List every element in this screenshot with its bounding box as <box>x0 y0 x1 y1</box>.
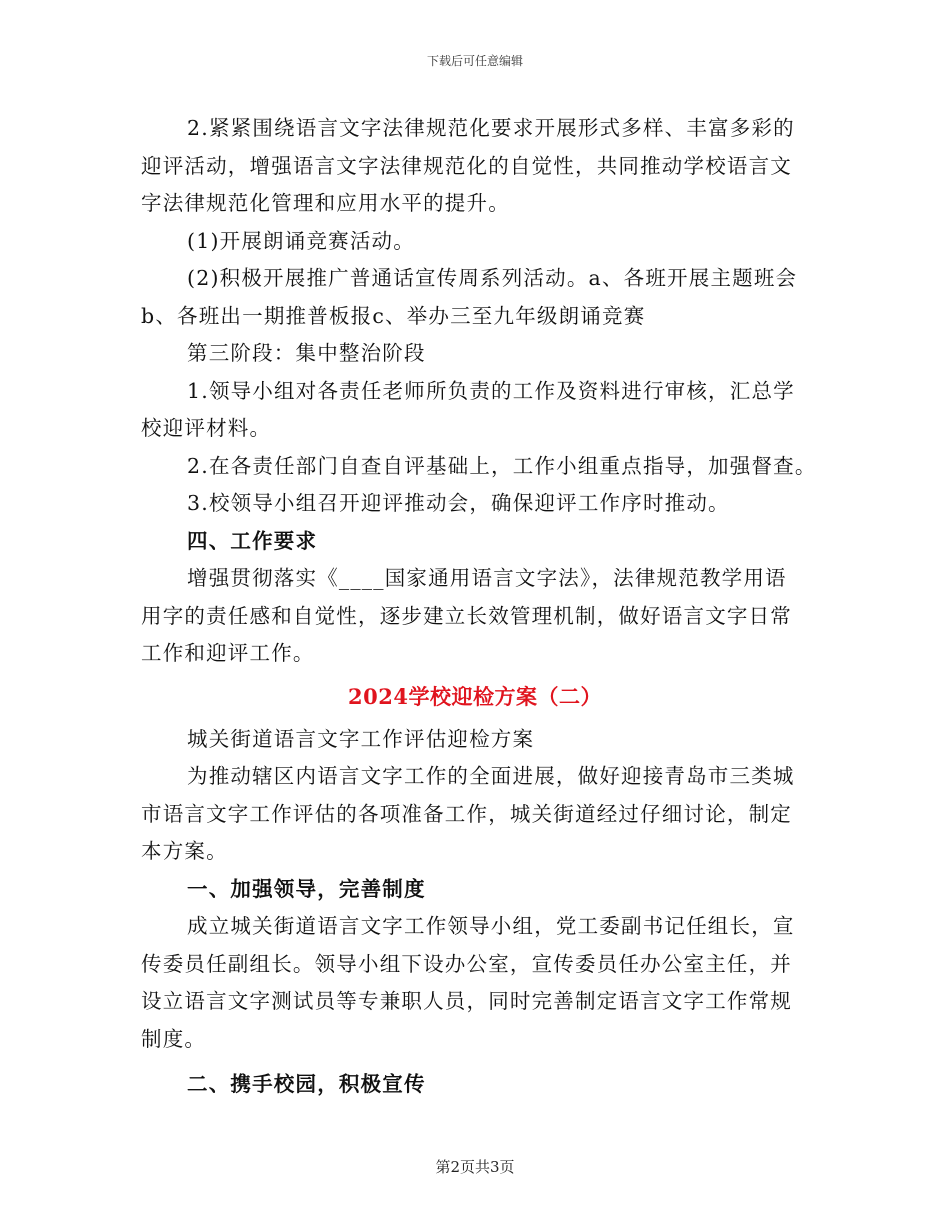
text-line: 城关街道语言文字工作评估迎检方案 <box>187 726 535 751</box>
text-line: b、各班出一期推普板报c、举办三至九年级朗诵竞赛 <box>141 303 646 328</box>
page-header-note: 下载后可任意编辑 <box>426 54 523 68</box>
text-line: 校迎评材料。 <box>141 416 272 440</box>
text-line: (1)开展朗诵竞赛活动。 <box>187 228 415 253</box>
page-number: 第2页共3页 <box>435 1158 515 1176</box>
text-line: 2.在各责任部门自查自评基础上，工作小组重点指导，加强督查。 <box>187 453 817 478</box>
document-body <box>141 110 817 1104</box>
text-line: 工作和迎评工作。 <box>141 641 315 665</box>
section-heading: 四、工作要求 <box>187 528 318 553</box>
text-line: 市语言文字工作评估的各项准备工作，城关街道经过仔细讨论，制定 <box>141 801 792 826</box>
text-line: 制度。 <box>141 1026 207 1051</box>
text-line: 成立城关街道语言文字工作领导小组，党工委副书记任组长，宣 <box>187 914 795 938</box>
text-line: 第三阶段：集中整治阶段 <box>187 341 426 365</box>
section-heading: 二、携手校园，积极宣传 <box>187 1072 426 1096</box>
text-line: 设立语言文字测试员等专兼职人员，同时完善制定语言文字工作常规 <box>141 989 792 1013</box>
section-title: 2024学校迎检方案（二） <box>348 683 602 709</box>
text-line: 为推动辖区内语言文字工作的全面进展，做好迎接青岛市三类城 <box>187 764 795 788</box>
text-line: (2)积极开展推广普通话宣传周系列活动。a、各班开展主题班会 <box>187 266 798 290</box>
text-line: 增强贯彻落实《____国家通用语言文字法》，法律规范教学用语 <box>187 566 787 590</box>
text-line: 迎评活动，增强语言文字法律规范化的自觉性，共同推动学校语言文 <box>141 153 792 178</box>
section-heading: 一、加强领导，完善制度 <box>187 876 426 901</box>
text-line: 本方案。 <box>141 839 228 863</box>
text-line: 2.紧紧围绕语言文字法律规范化要求开展形式多样、丰富多彩的 <box>187 116 795 140</box>
text-line: 字法律规范化管理和应用水平的提升。 <box>141 191 510 215</box>
text-line: 1.领导小组对各责任老师所负责的工作及资料进行审核，汇总学 <box>187 378 795 403</box>
text-line: 传委员任副组长。领导小组下设办公室，宣传委员任办公室主任，并 <box>141 951 792 976</box>
text-line: 用字的责任感和自觉性，逐步建立长效管理机制，做好语言文字日常 <box>141 603 792 628</box>
text-line: 3.校领导小组召开迎评推动会，确保迎评工作序时推动。 <box>187 491 730 515</box>
